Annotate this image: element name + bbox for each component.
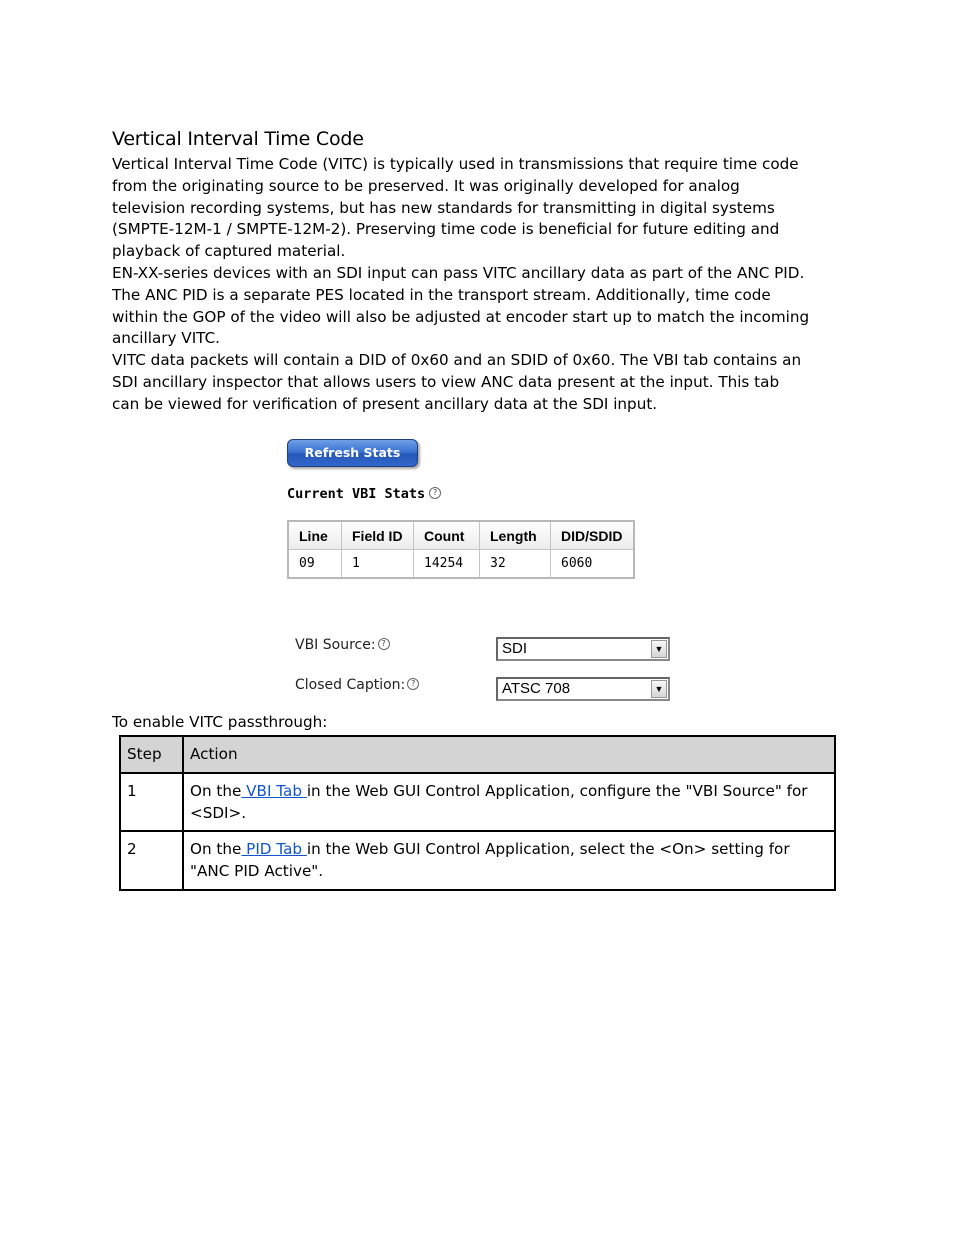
step-action xyxy=(183,831,835,890)
help-icon[interactable]: ? xyxy=(378,638,390,650)
step-action-post: in the Web GUI Control Application, configure the "VBI Source" for <SDI>. xyxy=(190,781,808,822)
step-action-pre: On the xyxy=(190,781,242,800)
vbi-source-select[interactable] xyxy=(496,637,670,661)
steps-table xyxy=(119,735,836,891)
vbi-source-label xyxy=(295,637,390,653)
paragraph-anc-pid: EN-XX-series devices with an SDI input can pass VITC ancillary data as part of the ANC PID. The ANC PID is a separate PES located in the transport stream. Additionally, time code within the GOP of the video will also be adjusted at encoder start up to match the incoming ancillary VITC. xyxy=(112,264,810,348)
step-action xyxy=(183,773,835,832)
stats-header-did-sdid: DID/SDID xyxy=(551,521,635,550)
stats-header-line: Line xyxy=(288,521,342,550)
vbi-stats-table xyxy=(287,520,635,579)
step-number: 2 xyxy=(120,831,183,890)
table-row xyxy=(120,773,835,832)
stats-header-length: Length xyxy=(480,521,551,550)
paragraph-vbi-tab: VITC data packets will contain a DID of 0x60 and an SDID of 0x60. The VBI tab contains an SDI ancillary inspector that allows users to view ANC data present at the input. This tab can be viewed for verification of present ancillary data at the SDI input. xyxy=(112,351,802,413)
table-row xyxy=(288,550,634,579)
vbi-tab-link[interactable]: VBI Tab xyxy=(241,781,307,800)
stats-cell-did-sdid: 6060 xyxy=(551,550,635,579)
step-number: 1 xyxy=(120,773,183,832)
closed-caption-value: ATSC 708 xyxy=(502,680,571,697)
step-action-pre: On the xyxy=(190,840,242,859)
steps-header-step: Step xyxy=(120,736,183,773)
step-action-post: in the Web GUI Control Application, select the <On> setting for "ANC PID Active". xyxy=(190,840,790,881)
steps-header-action: Action xyxy=(183,736,835,773)
refresh-stats-button[interactable]: Refresh Stats xyxy=(287,439,418,467)
stats-header-count: Count xyxy=(414,521,480,550)
stats-cell-count: 14254 xyxy=(414,550,480,579)
help-icon[interactable]: ? xyxy=(429,487,441,499)
stats-cell-line: 09 xyxy=(288,550,342,579)
enable-vitc-intro: To enable VITC passthrough: xyxy=(112,713,328,731)
steps-header-row xyxy=(120,736,835,773)
table-row xyxy=(120,831,835,890)
closed-caption-select[interactable] xyxy=(496,677,670,701)
chevron-down-icon[interactable]: ▼ xyxy=(651,680,667,698)
current-vbi-stats-title xyxy=(287,486,441,502)
vbi-source-value: SDI xyxy=(502,640,528,657)
stats-header-row xyxy=(288,521,634,550)
paragraph-vitc-intro: Vertical Interval Time Code (VITC) is typically used in transmissions that require time code from the originating source to be preserved. It was originally developed for analog television recording systems, but has new standards for transmitting in digital systems (SMPTE-12M-1 / SMPTE-12M-2). Preserving time code is beneficial for future editing and playback of captured material. xyxy=(112,155,799,261)
stats-header-field-id: Field ID xyxy=(342,521,414,550)
stats-cell-length: 32 xyxy=(480,550,551,579)
chevron-down-icon[interactable]: ▼ xyxy=(651,640,667,658)
vbi-source-label-text: VBI Source: xyxy=(295,637,376,653)
stats-cell-field-id: 1 xyxy=(342,550,414,579)
closed-caption-label xyxy=(295,677,419,693)
section-heading: Vertical Interval Time Code xyxy=(112,128,364,150)
pid-tab-link[interactable]: PID Tab xyxy=(241,840,307,859)
closed-caption-label-text: Closed Caption: xyxy=(295,677,406,693)
stats-title-text: Current VBI Stats xyxy=(287,486,426,502)
help-icon[interactable]: ? xyxy=(407,678,419,690)
